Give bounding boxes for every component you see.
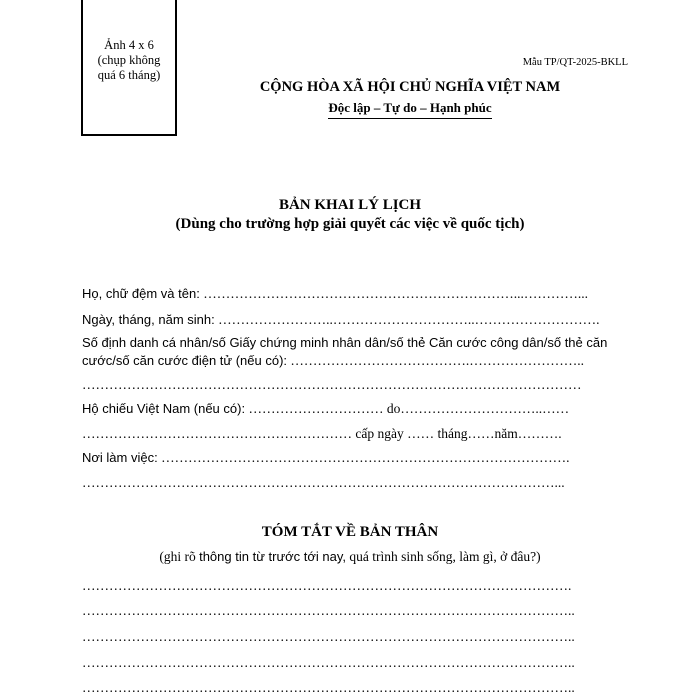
summary-line[interactable]: ……………………………………………………………………………………………….. [82,603,575,618]
dob-label: Ngày, tháng, năm sinh: [82,312,215,327]
summary-line[interactable]: ……………………………………………………………………………………………….. [82,655,575,670]
summary-section-note: (ghi rõ thông tin từ trước tới nay, quá trình sinh sống, làm gì, ở đâu?) [159,549,541,564]
summary-line[interactable]: ……………………………………………………………………………………………….. [82,680,575,695]
photo-note-line2: quá 6 tháng) [97,68,161,82]
id-number-label-line2: cước/số căn cước điện tử (nếu có): [82,353,288,368]
national-title: CỘNG HÒA XÃ HỘI CHỦ NGHĨA VIỆT NAM [259,79,561,95]
passport-number-dots: ………………………… do [245,401,401,416]
id-number-field[interactable] [82,352,622,370]
workplace-dots: ………………………………………………………………………………. [157,450,570,465]
form-code: Mẫu TP/QT-2025-BKLL [522,57,628,68]
full-name-dots: ……………………………………………………………...…………... [199,286,588,301]
dob-dots: ……………………..…………………………..………………………. [214,312,600,327]
passport-label: Hộ chiếu Việt Nam (nếu có): [82,401,246,416]
passport-field[interactable] [82,400,622,418]
id-number-label-line1: Số định danh cá nhân/số Giấy chứng minh nhân dân/số thẻ Căn cước công dân/số thẻ căn [82,335,608,350]
full-name-field[interactable] [82,285,622,303]
summary-line[interactable]: ……………………………………………………………………………………………….. [82,629,575,644]
summary-line[interactable]: ………………………………………………………………………………………………. [82,578,572,593]
photo-size-label: Ảnh 4 x 6 [104,38,154,52]
document-subtitle: (Dùng cho trường hợp giải quyết các việc về quốc tịch) [175,216,525,232]
photo-note-line1: (chụp không [97,53,161,67]
passport-issue-date-field[interactable]: …………………………………………………… cấp ngày …… tháng……năm………. [82,426,562,441]
document-title: BẢN KHAI LÝ LỊCH [278,197,422,213]
id-number-field-continued[interactable]: ………………………………………………………………………………………………… [82,377,582,392]
full-name-label: Họ, chữ đệm và tên: [82,286,200,301]
workplace-field[interactable] [82,449,622,467]
passport-issuer-dots: …………………………..…… [400,401,570,416]
summary-section-title: TÓM TẮT VỀ BẢN THÂN [261,524,439,540]
motto-wrap [0,99,700,119]
dob-field[interactable] [82,311,622,329]
id-number-dots: ………………………………….…………………….. [287,353,585,368]
workplace-field-continued[interactable]: ……………………………………………………………………………………………... [82,475,565,490]
workplace-label: Nơi làm việc: [82,450,158,465]
national-motto: Độc lập – Tự do – Hạnh phúc [328,100,491,119]
